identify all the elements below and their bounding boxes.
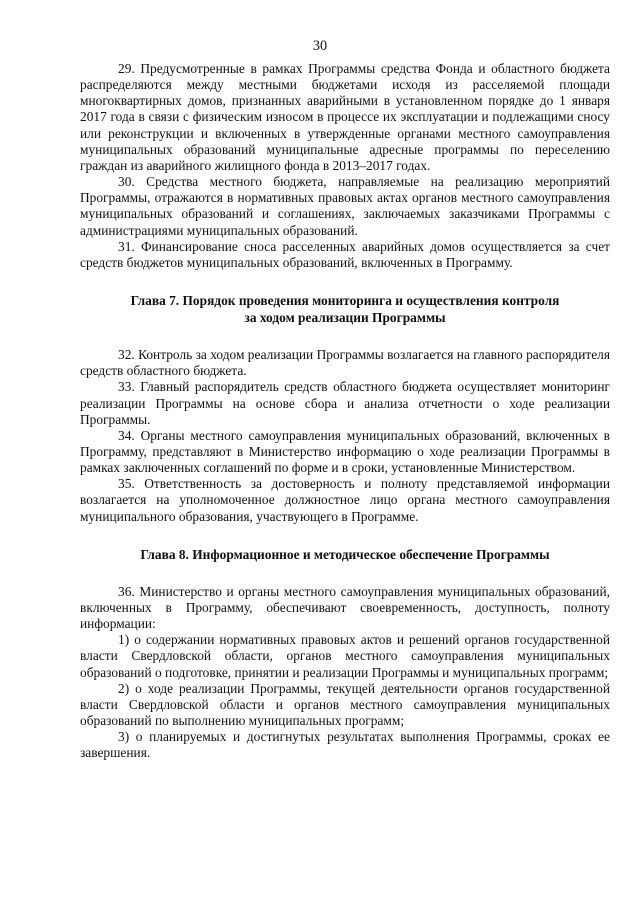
paragraph-31: 31. Финансирование сноса расселенных аварийных домов осуществляется за счет средств бюджетов муниципальных образований, включенных в Программу. (80, 238, 610, 270)
document-body (80, 61, 610, 761)
paragraph-32: 32. Контроль за ходом реализации Программы возлагается на главного распорядителя средств областного бюджета. (80, 347, 610, 379)
list-item-36-1: 1) о содержании нормативных правовых актов и решений органов государственной власти Свердловской области, органов местного самоуправления муниципальных образований о подготовке, принятии и реализации Программы и муниципальных программ; (80, 632, 610, 680)
paragraph-30: 30. Средства местного бюджета, направляемые на реализацию мероприятий Программы, отражаются в нормативных правовых актах органов местного самоуправления муниципальных образований и соглашениях, заключаемых заказчиками Программы с администрациями муниципальных образований. (80, 174, 610, 238)
chapter-7-title-line-2: за ходом реализации Программы (244, 310, 446, 326)
chapter-8-title: Глава 8. Информационное и методическое обеспечение Программы (140, 546, 550, 562)
chapter-7-title-line-1: Глава 7. Порядок проведения мониторинга и осуществления контроля (130, 293, 560, 309)
list-item-36-3: 3) о планируемых и достигнутых результатах выполнения Программы, сроках ее завершения. (80, 729, 610, 761)
paragraph-33: 33. Главный распорядитель средств областного бюджета осуществляет мониторинг реализации Программы на основе сбора и анализа отчетности о ходе реализации Программы. (80, 379, 610, 427)
paragraph-34: 34. Органы местного самоуправления муниципальных образований, включенных в Программу, представляют в Министерство информацию о ходе реализации Программы в рамках заключенных соглашений по форме и в сроки, установленные Министерством. (80, 427, 610, 476)
list-item-36-2: 2) о ходе реализации Программы, текущей деятельности органов государственной власти Свердловской области и органов местного самоуправления муниципальных образований по выполнению муниципальных программ; (80, 680, 610, 728)
chapter-8-heading (80, 546, 610, 563)
paragraph-35: 35. Ответственность за достоверность и полноту представляемой информации возлагается на уполномоченное должностное лицо органа местного самоуправления муниципального образования, участвующего в Программе. (80, 476, 610, 524)
chapter-7-heading (80, 292, 610, 326)
paragraph-29: 29. Предусмотренные в рамках Программы средства Фонда и областного бюджета распределяются между местными бюджетами исходя из расселяемой площади многоквартирных домов, признанных аварийными в установленном порядке до 1 января 2017 года в связи с физическим износом в процессе их эксплуатации и подлежащими сносу или реконструкции и включенных в утвержденные органами местного самоуправления муниципальных образований муниципальные адресные программы по переселению граждан из аварийного жилищного фонда в 2013–2017 годах. (80, 61, 610, 173)
page-number: 30 (312, 38, 328, 54)
paragraph-36: 36. Министерство и органы местного самоуправления муниципальных образований, включенных в Программу, обеспечивают своевременность, доступность, полноту информации: (80, 583, 610, 632)
